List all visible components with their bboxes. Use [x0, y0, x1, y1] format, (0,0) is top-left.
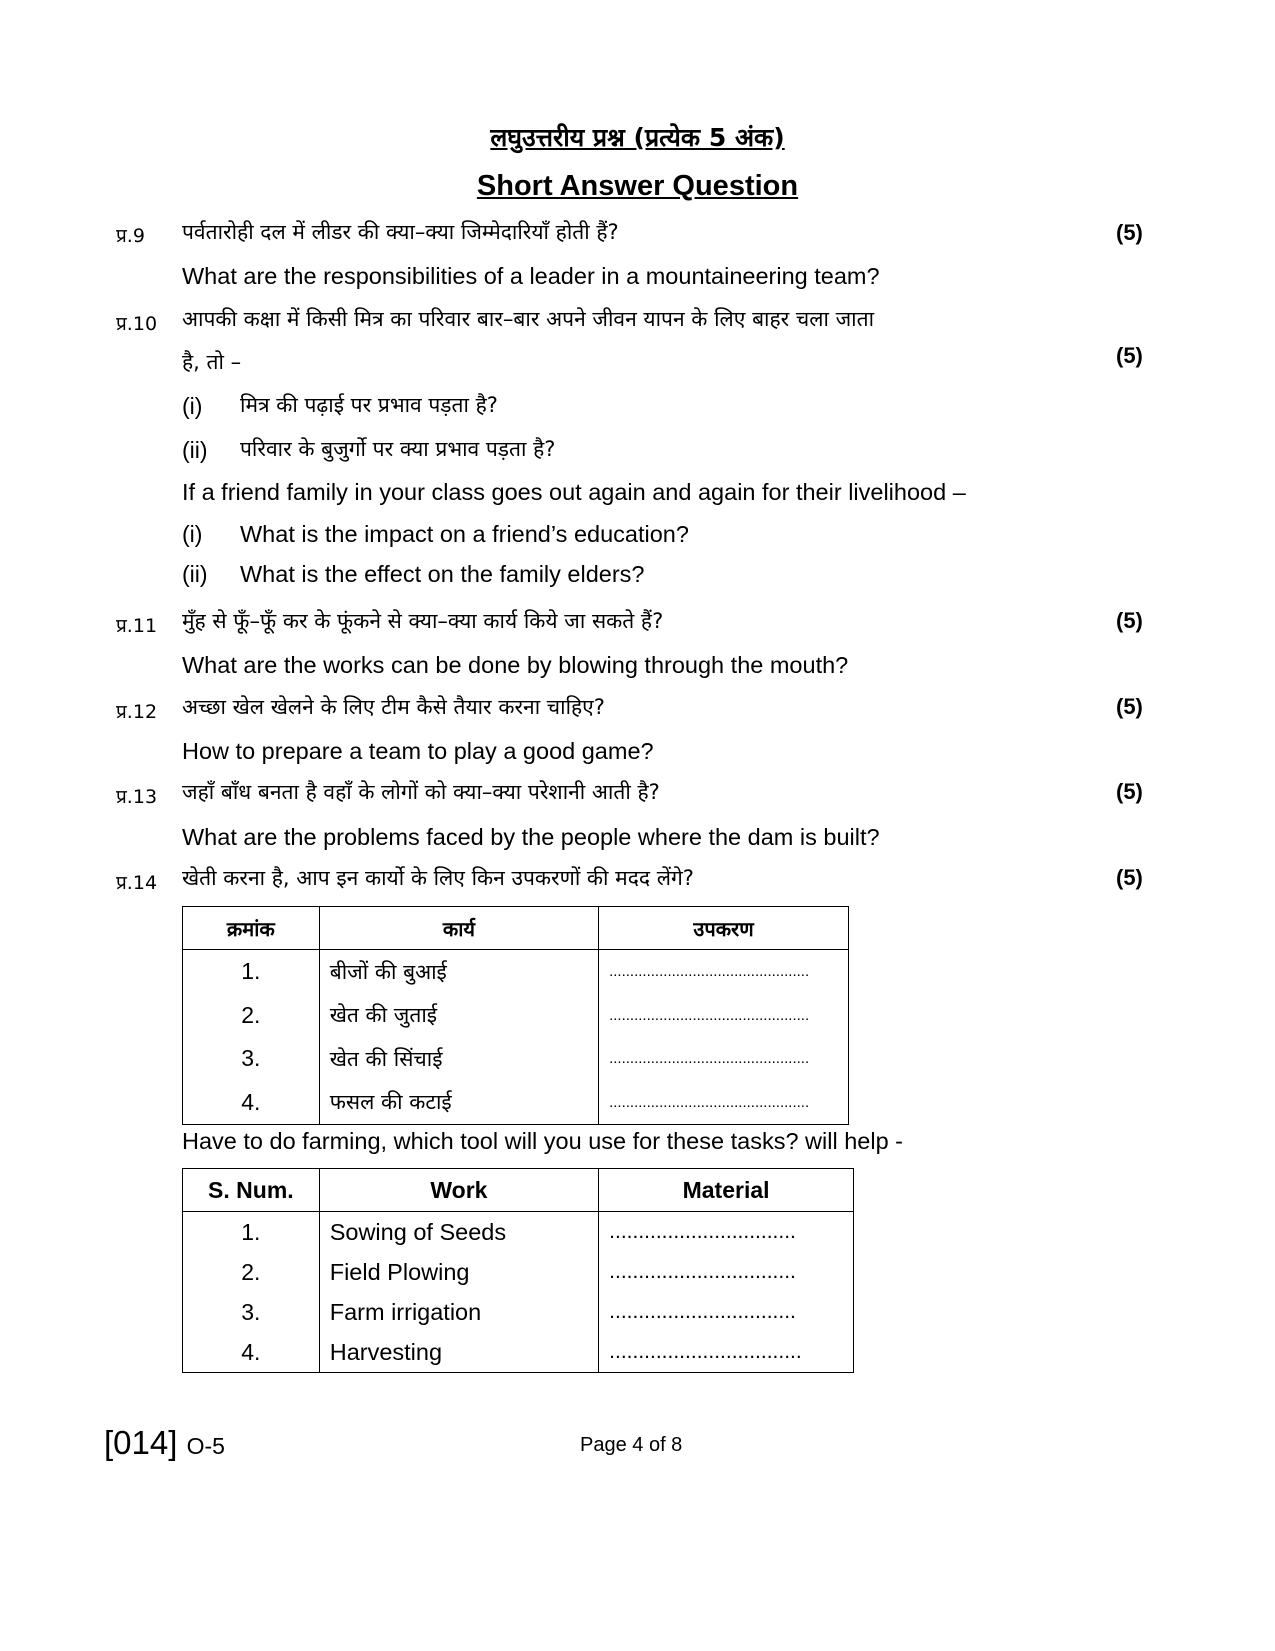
question-10-english-sub-label-1: (i)	[182, 521, 203, 547]
table-row	[183, 950, 849, 994]
answer-blank: ................................................	[599, 994, 849, 1038]
answer-blank: .................................	[599, 1332, 854, 1373]
paper-code-suffix: O-5	[186, 1433, 225, 1459]
question-9-marks: (5)	[1116, 220, 1143, 245]
question-14-english: Have to do farming, which tool will you use for these tasks? will help -	[182, 1128, 903, 1154]
answer-blank: ................................	[599, 1252, 854, 1292]
question-number-14: प्र.14	[116, 872, 158, 894]
question-number-10: प्र.10	[116, 313, 158, 335]
page-number: Page 4 of 8	[580, 1434, 683, 1456]
question-number-9: प्र.9	[116, 225, 145, 247]
question-14-hindi: खेती करना है, आप इन कार्यो के लिए किन उपकरणों की मदद लेंगे?	[182, 866, 694, 890]
table-row	[183, 1212, 854, 1253]
table-header-material: Material	[599, 1169, 854, 1212]
question-10-hindi-line1: आपकी कक्षा में किसी मित्र का परिवार बार–बार अपने जीवन यापन के लिए बाहर चला जाता	[182, 307, 875, 331]
question-11-hindi: मुँह से फूँ–फूँ कर के फूंकने से क्या–क्या कार्य किये जा सकते हैं?	[182, 609, 664, 633]
paper-code-number: [014]	[104, 1424, 178, 1461]
table-row	[183, 1292, 854, 1332]
table-header-row	[183, 1169, 854, 1212]
question-13-english: What are the problems faced by the people where the dam is built?	[182, 824, 880, 850]
table-cell-number: 4.	[183, 1332, 320, 1373]
answer-blank: ................................................	[599, 1081, 849, 1125]
table-header-tool: उपकरण	[599, 907, 849, 950]
table-cell-number: 1.	[183, 1212, 320, 1253]
table-row	[183, 1081, 849, 1125]
question-11-marks: (5)	[1116, 608, 1143, 633]
question-10-english-sub-label-2: (ii)	[182, 561, 208, 587]
answer-blank: ................................	[599, 1212, 854, 1253]
table-cell-number: 1.	[183, 950, 320, 994]
table-header-work: कार्य	[319, 907, 598, 950]
table-cell-number: 3.	[183, 1037, 320, 1081]
question-10-hindi-sub-text-2: परिवार के बुजुर्गो पर क्या प्रभाव पड़ता है?	[240, 437, 556, 461]
question-10-hindi-line2: है, तो –	[182, 350, 242, 374]
question-10-english-sub-text-2: What is the effect on the family elders?	[240, 561, 645, 587]
question-10-hindi-sub-label-2: (ii)	[182, 437, 208, 463]
table-cell-number: 4.	[183, 1081, 320, 1125]
table-row	[183, 1037, 849, 1081]
question-number-13: प्र.13	[116, 786, 158, 808]
question-12-english: How to prepare a team to play a good game?	[182, 738, 654, 764]
question-12-hindi: अच्छा खेल खेलने के लिए टीम कैसे तैयार करना चाहिए?	[182, 695, 605, 719]
question-number-12: प्र.12	[116, 701, 158, 723]
question-10-hindi-sub-text-1: मित्र की पढ़ाई पर प्रभाव पड़ता है?	[240, 393, 498, 417]
question-13-hindi: जहाँ बाँध बनता है वहाँ के लोगों को क्या–क्या परेशानी आती है?	[182, 780, 660, 804]
table-cell-work: Field Plowing	[319, 1252, 598, 1292]
table-header-row	[183, 907, 849, 950]
table-cell-work: फसल की कटाई	[319, 1081, 598, 1125]
table-cell-work: खेत की सिंचाई	[319, 1037, 598, 1081]
table-row	[183, 994, 849, 1038]
answer-blank: ................................................	[599, 1037, 849, 1081]
table-row	[183, 1332, 854, 1373]
question-12-marks: (5)	[1116, 694, 1143, 719]
answer-blank: ................................................	[599, 950, 849, 994]
answer-blank: ................................	[599, 1292, 854, 1332]
table-row	[183, 1252, 854, 1292]
table-cell-work: खेत की जुताई	[319, 994, 598, 1038]
table-header-number: क्रमांक	[183, 907, 320, 950]
question-11-english: What are the works can be done by blowing through the mouth?	[182, 652, 849, 678]
question-10-marks: (5)	[1116, 343, 1143, 368]
table-cell-number: 2.	[183, 1252, 320, 1292]
farming-tools-table-hindi	[182, 906, 849, 1125]
table-cell-work: Harvesting	[319, 1332, 598, 1373]
table-cell-work: Sowing of Seeds	[319, 1212, 598, 1253]
farming-tools-table-english	[182, 1168, 854, 1373]
table-cell-work: Farm irrigation	[319, 1292, 598, 1332]
question-13-marks: (5)	[1116, 779, 1143, 804]
question-10-english: If a friend family in your class goes out again and again for their livelihood –	[182, 479, 966, 505]
question-10-english-sub-text-1: What is the impact on a friend’s education?	[240, 521, 689, 547]
question-9-english: What are the responsibilities of a leader in a mountaineering team?	[182, 263, 880, 289]
section-heading-hindi: लघुउत्तरीय प्रश्न (प्रत्येक 5 अंक)	[490, 123, 785, 152]
table-cell-number: 2.	[183, 994, 320, 1038]
question-10-hindi-sub-label-1: (i)	[182, 393, 203, 419]
question-9-hindi: पर्वतारोही दल में लीडर की क्या–क्या जिम्मेदारियाँ होती हैं?	[182, 220, 619, 244]
question-number-11: प्र.11	[116, 615, 158, 637]
paper-code	[104, 1424, 225, 1462]
table-header-number: S. Num.	[183, 1169, 320, 1212]
question-14-marks: (5)	[1116, 865, 1143, 890]
table-cell-work: बीजों की बुआई	[319, 950, 598, 994]
section-heading-english: Short Answer Question	[476, 170, 799, 202]
table-cell-number: 3.	[183, 1292, 320, 1332]
table-header-work: Work	[319, 1169, 598, 1212]
